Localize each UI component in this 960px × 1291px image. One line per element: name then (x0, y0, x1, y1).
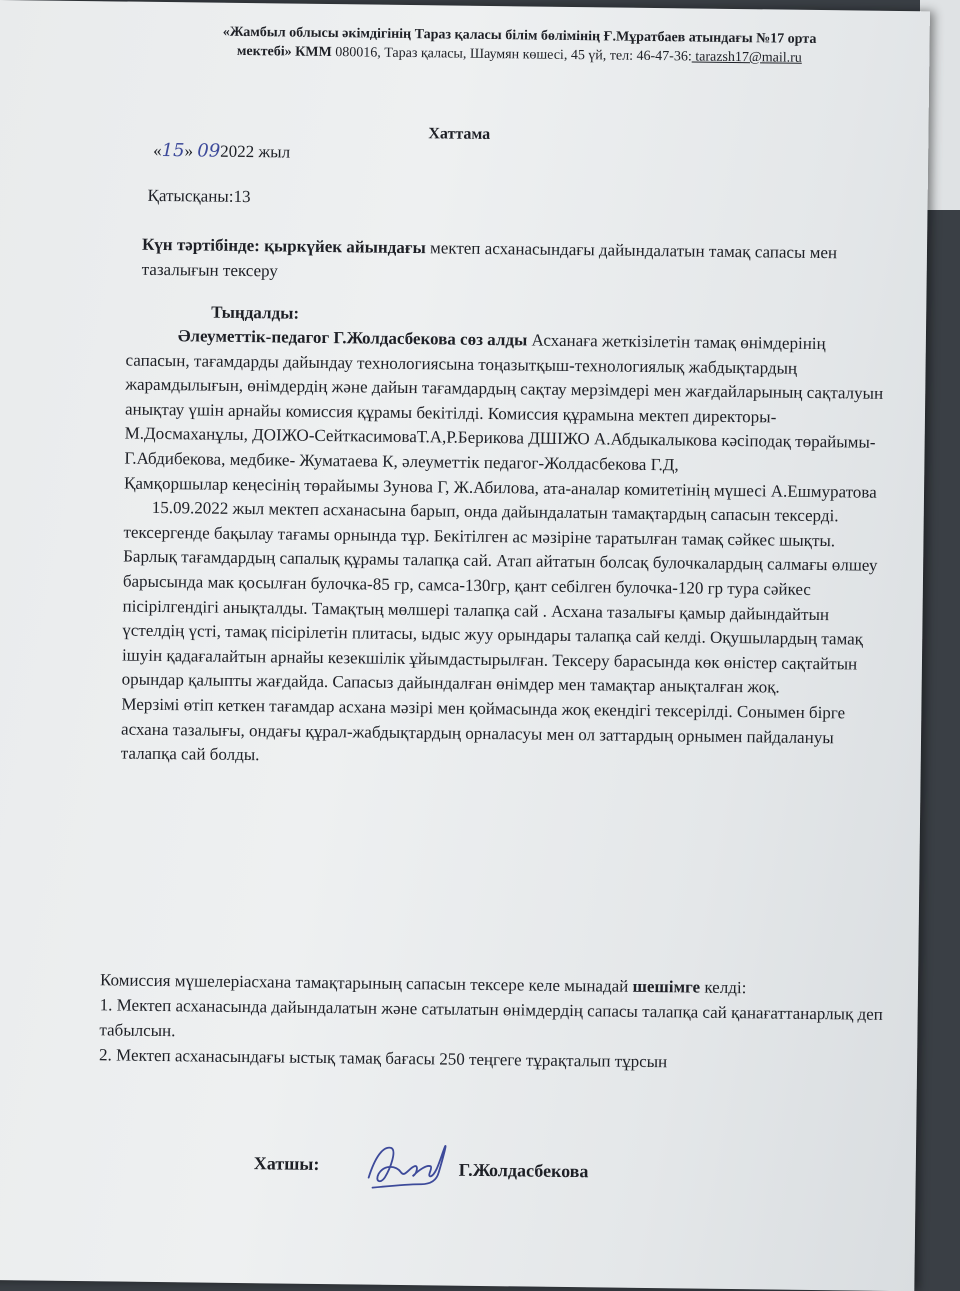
secretary-name: Г.Жолдасбекова (458, 1159, 589, 1182)
paragraph-1: Асханаға жеткізілетін тамақ өнімдерінің сапасын, тағамдарды дайындау технологиясына тоңазытқыш-технологиялық жабдықтардың жарамдылығын, өнімдердің және дайын тағамдардың сақтау мерзімдері мен жағдайларының сақталуын анықтау үшін арнайы комиссия құрамы бекітілді. Комиссия құрамына мектеп директоры- М.Досмаханұлы, ДОІЖО-СейткасимоваТ.А,Р.Берикова ДШІЖО А.Абдыкалыкова кәсіподақ төрайымы-Г.Абдибекова, медбике- Жуматаева К, әлеуметтік педагог-Жолдасбекова Г.Д, (124, 330, 884, 475)
paragraph-4: Мерзімі өтіп кеткен тағамдар асхана мәзірі мен қоймасында жоқ екендігі тексерілді. Сонымен бірге асхана тазалығы, ондағы құрал-жабдықтардың орналасуы мен ол заттардың орнымен пайдалануы талапқа сай болды. (120, 694, 846, 765)
date-day-handwritten: 15 (161, 139, 185, 162)
decision-item-1: 1. Мектеп асханасында дайындалатын және сатылатын өнімдердің сапасы талапқа сай қанағаттанарлық деп табылсын. (99, 995, 883, 1041)
decision-after-label: келді: (700, 977, 747, 998)
handwritten-signature (360, 1137, 456, 1198)
header-email: tarazsh17@mail.ru (691, 49, 802, 66)
decision-intro-text: Комиссия мүшелеріасхана тамақтарының сапасын тексере келе мынадай (99, 970, 633, 996)
agenda (142, 232, 883, 291)
date-close-quote: » (184, 141, 194, 161)
protocol-body (121, 324, 886, 776)
paragraph-speaker (124, 324, 886, 481)
paragraph-3: 15.09.2022 жыл мектеп асханасына барып, онда дайындалатын тамақтардың сапасын тексерді. тексергенде бақылау тағамы орнында тұр. Бекітілген ас мәзіріне таратылған тамақ сәйкес шықты. Барлық тағамдардың сапалық құрамы талапқа сай. Атап айтатын болсақ булочкалардың салмағы өлшеу барысында мак қосылған булочка-85 гр, самса-130гр, қант себілген булочка-120 гр тура сәйкес пісірілгендігі анықталды. Тамақтың мөлшері талапқа сай . Асхана тазалығы қамыр дайындайтын үстелдің үсті, тамақ пісірілетін плитасы, ыдыс жуу орындары талапқа сай келді. Оқушылардың тамақ ішуін қадағалайтын арнайы кезекшілік ұйымдастырылған. Тексеру барасында көк өністер сақтайтын орындар қалыпты жағдайда. Сапасыз дайындалған өнімдер мен тамақтар анықталған жоқ. (121, 498, 878, 697)
date-open-quote: « (153, 140, 162, 160)
document-date (153, 140, 290, 163)
attendance-count: Қатысқаны:13 (147, 185, 251, 207)
paragraph-2: Қамқоршылар кеңесінің төрайымы Зунова Г, Ж.Абилова, ата-аналар комитетінің мүшесі А.Ешмуратова (123, 473, 877, 502)
header-address: 080016, Тараз қаласы, Шаумян көшесі, 45 үй, тел: 46-47-36: (331, 45, 692, 65)
document-title: Хаттама (428, 125, 491, 143)
date-year: 2022 жыл (220, 141, 291, 162)
decision-section (99, 967, 890, 1077)
agenda-text: мектеп асханасындағы дайындалатын тамақ сапасы мен тазалығын тексеру (141, 238, 838, 281)
header-org-type: мектебі» КММ (236, 43, 332, 61)
decision-item-2: 2. Мектеп асханасындағы ыстық тамақ бағасы 250 теңгеге тұрақталып тұрсын (99, 1045, 668, 1072)
school-header (154, 22, 884, 69)
header-line-1: «Жамбыл облысы әкімдігінің Тараз қаласы білім бөлімінің Ғ.Мұратбаев атындағы №17 орта (222, 24, 817, 47)
heard-label: Тыңдалды: (211, 302, 300, 323)
date-month-handwritten: 09 (197, 140, 221, 162)
speaker-line: Әлеуметтік-педагог Г.Жолдасбекова сөз алды (177, 326, 528, 350)
decision-label: шешімге (632, 976, 701, 997)
agenda-label: Күн тәртібінде: қыркүйек айындағы (141, 234, 426, 258)
secretary-label: Хатшы: (253, 1153, 320, 1174)
